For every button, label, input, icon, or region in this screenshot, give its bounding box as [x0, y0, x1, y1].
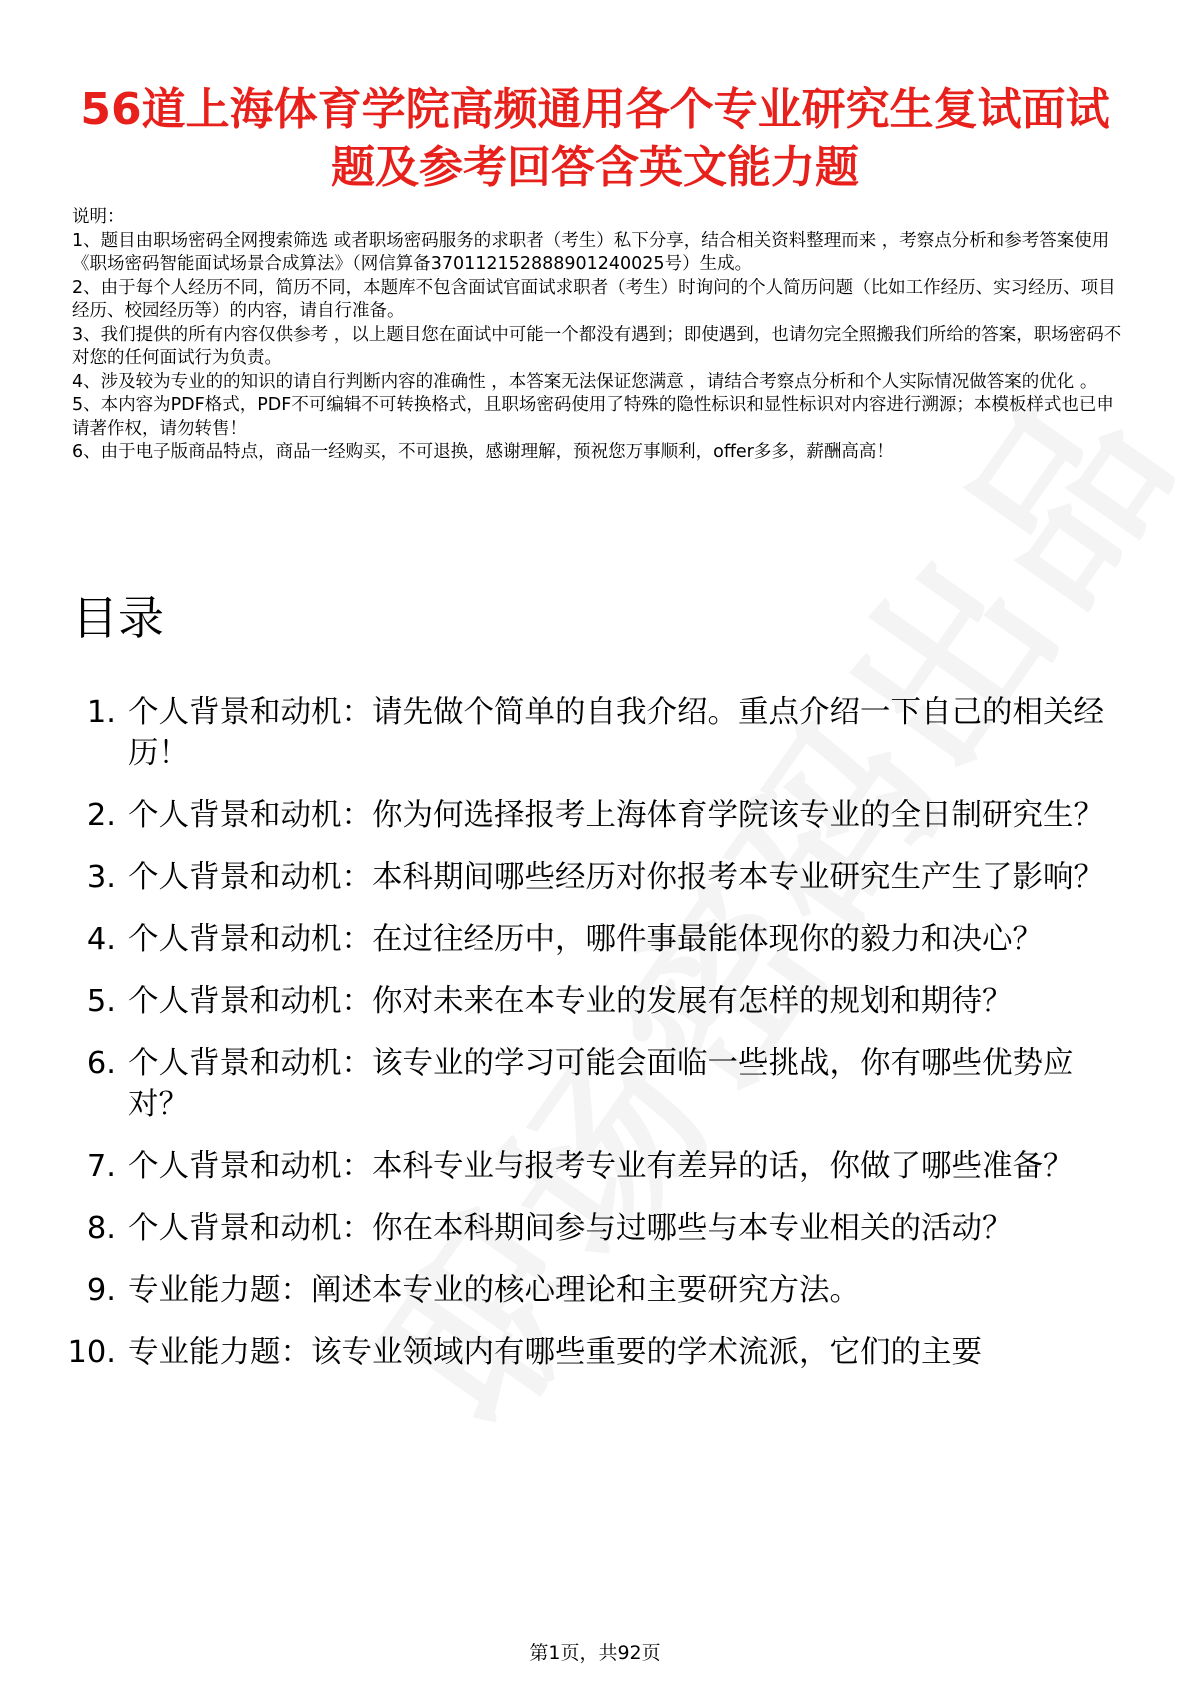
toc-item-number: 10.	[67, 1335, 116, 1370]
toc-item[interactable]	[60, 1043, 1120, 1125]
toc-item-text: 个人背景和动机：在过往经历中，哪件事最能体现你的毅力和决心？	[128, 922, 1043, 957]
note-item: 5、本内容为PDF格式，PDF不可编辑不可转换格式，且职场密码使用了特殊的隐性标识和显性标识对内容进行溯源；本模板样式也已申请著作权，请勿转售！	[72, 395, 1114, 439]
toc-item-number: 1.	[86, 695, 116, 730]
toc-item[interactable]	[60, 1208, 1120, 1249]
page-footer: 第1页，共92页	[529, 1642, 661, 1664]
toc-item-text: 个人背景和动机：该专业的学习可能会面临一些挑战，你有哪些优势应对？	[128, 1046, 1074, 1122]
toc-heading: 目录	[72, 591, 164, 645]
toc-item-text: 专业能力题：该专业领域内有哪些重要的学术流派，它们的主要	[128, 1335, 982, 1370]
toc-item[interactable]	[60, 981, 1120, 1022]
toc-item-number: 3.	[86, 860, 116, 895]
toc-item-text: 个人背景和动机：你对未来在本专业的发展有怎样的规划和期待？	[128, 984, 1013, 1019]
toc-item[interactable]	[60, 1146, 1120, 1187]
document-title: 56道上海体育学院高频通用各个专业研究生复试面试题及参考回答含英文能力题	[80, 84, 1110, 194]
toc-item[interactable]	[60, 919, 1120, 960]
note-item: 4、涉及较为专业的的知识的请自行判断内容的准确性 ，本答案无法保证您满意 ，请结合考察点分析和个人实际情况做答案的优化 。	[72, 371, 1098, 392]
toc-item-number: 4.	[86, 922, 116, 957]
toc-item-text: 个人背景和动机：本科期间哪些经历对你报考本专业研究生产生了影响？	[128, 860, 1104, 895]
note-item: 3、我们提供的所有内容仅供参考 ，以上题目您在面试中可能一个都没有遇到；即使遇到，也请勿完全照搬我们所给的答案，职场密码不对您的任何面试行为负责。	[72, 324, 1122, 368]
note-item: 1、题目由职场密码全网搜索筛选 或者职场密码服务的求职者（考生）私下分享，结合相关资料整理而来 ，考察点分析和参考答案使用《职场密码智能面试场景合成算法》（网信算备370112152888901240025号）生成。	[72, 230, 1110, 274]
toc-item-number: 8.	[86, 1211, 116, 1246]
toc-item-text: 个人背景和动机：你在本科期间参与过哪些与本专业相关的活动？	[128, 1211, 1013, 1246]
toc-item-text: 个人背景和动机：本科专业与报考专业有差异的话，你做了哪些准备？	[128, 1149, 1074, 1184]
toc-item-text: 个人背景和动机：你为何选择报考上海体育学院该专业的全日制研究生？	[128, 798, 1104, 833]
notes-heading: 说明：	[72, 207, 125, 227]
toc-item-number: 9.	[86, 1273, 116, 1308]
toc-item[interactable]	[60, 1332, 1120, 1373]
toc-item-number: 6.	[86, 1046, 116, 1081]
toc-list	[60, 692, 1120, 1394]
toc-item[interactable]	[60, 1270, 1120, 1311]
toc-item[interactable]	[60, 692, 1120, 774]
toc-item-text: 个人背景和动机：请先做个简单的自我介绍。重点介绍一下自己的相关经历！	[128, 695, 1104, 771]
toc-item-number: 2.	[86, 798, 116, 833]
toc-item-text: 专业能力题：阐述本专业的核心理论和主要研究方法。	[128, 1273, 860, 1308]
toc-item-number: 5.	[86, 984, 116, 1019]
toc-item-number: 7.	[86, 1149, 116, 1184]
note-item: 6、由于电子版商品特点，商品一经购买，不可退换，感谢理解，预祝您万事顺利，offer多多，薪酬高高！	[72, 442, 894, 462]
toc-item[interactable]	[60, 857, 1120, 898]
note-item: 2、由于每个人经历不同，简历不同，本题库不包含面试官面试求职者（考生）时询问的个人简历问题（比如工作经历、实习经历、项目经历、校园经历等）的内容，请自行准备。	[72, 277, 1116, 321]
toc-item[interactable]	[60, 795, 1120, 836]
notes-section	[72, 206, 1122, 465]
